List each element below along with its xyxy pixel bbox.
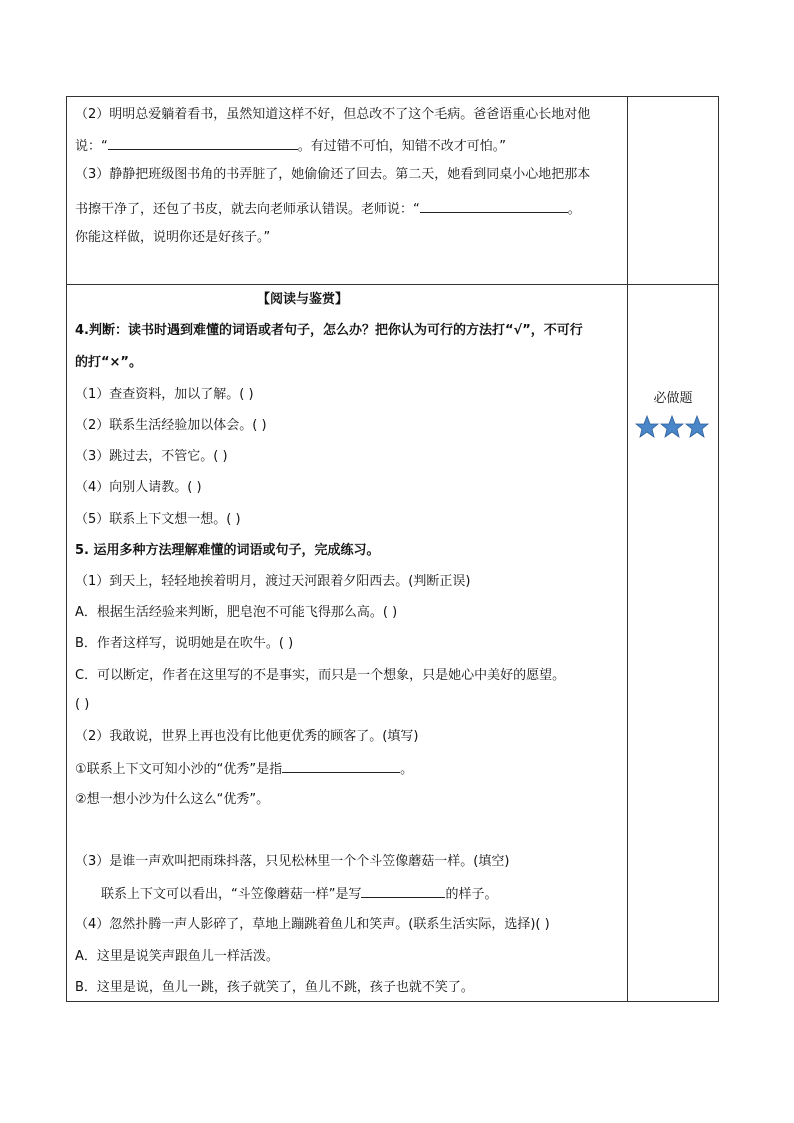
q4-line1: 4.判断：读书时遇到难懂的词语或者句子，怎么办？把你认为可行的方法打“√”，不可行 <box>75 323 583 338</box>
item-2-line1: （2）明明总爱躺着看书，虽然知道这样不好，但总改不了这个毛病。爸爸语重心长地对他 <box>75 107 591 122</box>
star-icon <box>636 416 658 437</box>
answer-blank[interactable] <box>282 758 400 773</box>
q4-option-2: （2）联系生活经验加以体会。( ) <box>75 418 267 433</box>
q5-sub2: （2）我敢说，世界上再也没有比他更优秀的顾客了。(填写) <box>75 729 419 744</box>
answer-blank[interactable] <box>361 883 445 898</box>
q5-sub4: （4）忽然扑腾一声人影碎了，草地上蹦跳着鱼儿和笑声。(联系生活实际，选择)( ) <box>75 917 550 932</box>
q5-title: 5. 运用多种方法理解难懂的词语或句子，完成练习。 <box>75 543 380 558</box>
q4-line2: 的打“×”。 <box>75 355 142 370</box>
q5-sub3: （3）是谁一声欢叫把雨珠抖落，只见松林里一个个斗笠像蘑菇一样。(填空) <box>75 854 510 869</box>
q4-option-4: （4）向别人请教。( ) <box>75 480 202 495</box>
required-label: 必做题 <box>653 391 693 406</box>
q5-sub1-c: C．可以断定，作者在这里写的不是事实，而只是一个想象，只是她心中美好的愿望。 <box>75 668 566 683</box>
difficulty-stars <box>635 415 711 445</box>
q5-sub1-c-paren: ( ) <box>75 697 90 712</box>
q4-option-5: （5）联系上下文想一想。( ) <box>75 512 241 527</box>
q5-sub1: （1）到天上，轻轻地挨着明月，渡过天河跟着夕阳西去。(判断正误) <box>75 574 471 589</box>
column-divider <box>627 97 628 1001</box>
item-3-line2: 书擦干净了，还包了书皮，就去向老师承认错误。老师说：“ 。 <box>75 198 581 220</box>
q5-sub1-b: B．作者这样写，说明她是在吹牛。( ) <box>75 636 294 651</box>
section-heading: 【阅读与鉴赏】 <box>257 292 349 307</box>
q5-sub4-b: B．这里是说，鱼儿一跳，孩子就笑了，鱼儿不跳，孩子也就不笑了。 <box>75 980 474 995</box>
answer-blank[interactable] <box>108 135 298 150</box>
item-2-line2: 说：“ 。有过错不可怕，知错不改才可怕。” <box>75 135 506 157</box>
star-icon <box>686 416 708 437</box>
answer-blank[interactable] <box>420 198 568 213</box>
q5-sub2-a: ①联系上下文可知小沙的“优秀”是指 。 <box>75 758 413 780</box>
q4-option-1: （1）查查资料，加以了解。( ) <box>75 387 254 402</box>
item-3-line3: 你能这样做，说明你还是好孩子。” <box>75 230 271 245</box>
q5-sub1-a: A．根据生活经验来判断，肥皂泡不可能飞得那么高。( ) <box>75 605 398 620</box>
q5-sub4-a: A．这里是说笑声跟鱼儿一样活泼。 <box>75 949 279 964</box>
q4-option-3: （3）跳过去，不管它。( ) <box>75 449 228 464</box>
star-icon <box>661 416 683 437</box>
row-divider <box>67 284 718 285</box>
q5-sub3-a: 联系上下文可以看出，“斗笠像蘑菇一样”是写 的样子。 <box>101 883 498 905</box>
q5-sub2-b: ②想一想小沙为什么这么“优秀”。 <box>75 792 270 807</box>
item-3-line1: （3）静静把班级图书角的书弄脏了，她偷偷还了回去。第二天，她看到同桌小心地把那本 <box>75 167 591 182</box>
worksheet-table <box>66 96 719 1002</box>
